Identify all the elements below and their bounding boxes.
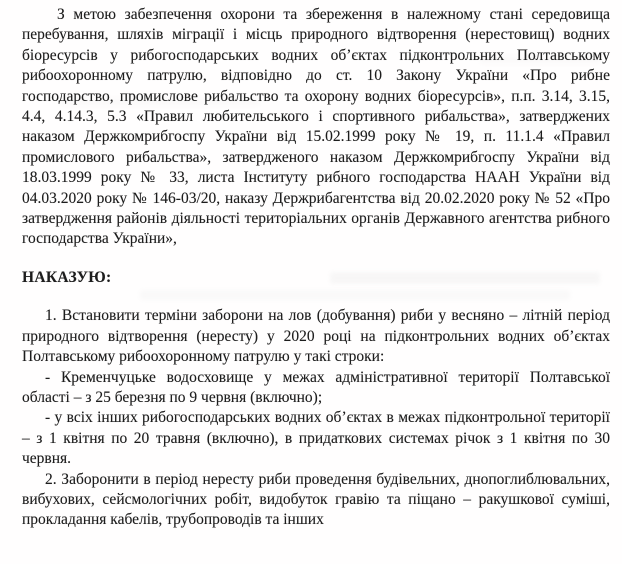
order-item-1-dash-kremenchuk: - Кременчуцьке водосховище у межах адміністративної території Полтавської області – з 25 березня по 9 червня (включно); bbox=[22, 368, 610, 406]
order-item-2: 2. Заборонити в період нересту риби проведення будівельних, днопоглиблювальних, вибухових, сейсмологічних робіт, видобуток гравію та піщано – ракушкової суміші, прокладання кабелів, трубопроводів та інших bbox=[22, 470, 610, 529]
scan-smudge bbox=[140, 290, 570, 300]
order-heading: НАКАЗУЮ: bbox=[22, 268, 112, 286]
preamble-paragraph: З метою забезпечення охорони та збереження в належному стані середовища перебування, шляхів міграції і місць природного відтворення (нерестовищ) водних біоресурсів у рибогосподарських водних об’єктах підконтрольних Полтавському рибоохоронному патрулю, відповідно до ст. 10 Закону України «Про рибне господарство, промислове рибальство та охорону водних біоресурсів», п.п. 3.14, 3.15, 4.4, 4.14.3, 5.3 «Правил любительського і спортивного рибальства», затверджених наказом Держкомрибгоспу України від 15.02.1999 року № 19, п. 11.1.4 «Правил промислового рибальства», затвердженого наказом Держкомрибгоспу України від 18.03.1999 року № 33, листа Інституту рибного господарства НААН України від 04.03.2020 року № 146-03/20, наказу Держрибагентства від 20.02.2020 року № 52 «Про затвердження районів діяльності територіальних органів Державного агентства рибного господарства України», bbox=[22, 6, 610, 248]
order-item-1-dash-other-waters: - у всіх інших рибогосподарських водних об’єктах в межах підконтрольної території – з 1 квітня по 20 травня (включно), в придаткових системах річок з 1 квітня по 30 червня. bbox=[22, 409, 610, 468]
order-item-1: 1. Встановити терміни заборони на лов (добування) риби у весняно – літній період природного відтворення (нересту) у 2020 році на підконтрольних водних об’єктах Полтавському рибоохоронному патрулю у такі строки: bbox=[22, 307, 610, 366]
